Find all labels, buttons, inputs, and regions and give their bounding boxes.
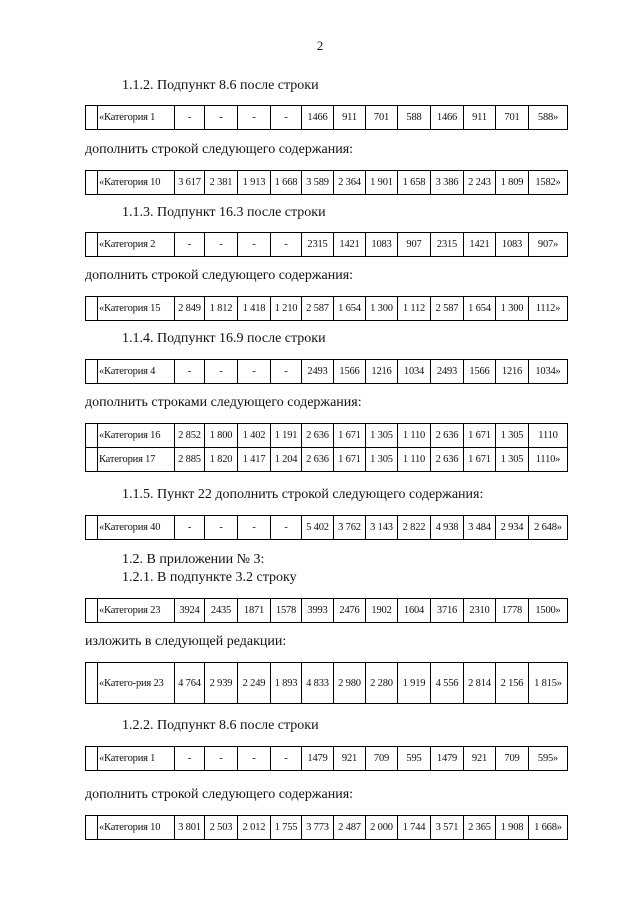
table-cell-value: 1 210 <box>271 297 302 321</box>
table-cell-empty <box>86 297 98 321</box>
table-cell-value: 1 744 <box>398 816 431 840</box>
table-cell-value: - <box>175 106 205 130</box>
table-cell-value: - <box>271 747 302 771</box>
section-heading: 1.2.2. Подпункт 8.6 после строки <box>122 718 319 733</box>
table-cell-value: 1 671 <box>464 448 496 472</box>
table-cell-value: 1421 <box>334 233 366 257</box>
table-cell-value: 2493 <box>431 360 464 384</box>
table-cell-value: 1 110 <box>398 448 431 472</box>
table-cell-value: 2 487 <box>334 816 366 840</box>
table-cell-value: 2 365 <box>464 816 496 840</box>
table-cell-value: 2 822 <box>398 516 431 540</box>
table-cell-value: 2 381 <box>205 171 238 195</box>
table-cell-empty <box>86 747 98 771</box>
table-cell-empty <box>86 599 98 623</box>
table-cell-value: 1871 <box>238 599 271 623</box>
table-cell-value: 4 833 <box>302 663 334 704</box>
table-cell-value: 2 636 <box>302 448 334 472</box>
table-cell-value: 1500» <box>529 599 568 623</box>
table-cell-value: 1216 <box>366 360 398 384</box>
table-cell-empty <box>86 233 98 257</box>
table-cell-value: 3716 <box>431 599 464 623</box>
table-cell-category: «Категория 4 <box>98 360 175 384</box>
table-cell-value: 5 402 <box>302 516 334 540</box>
data-table <box>85 662 568 704</box>
table-cell-value: - <box>205 233 238 257</box>
table-cell-value: 1 812 <box>205 297 238 321</box>
table-cell-value: 921 <box>334 747 366 771</box>
table-cell-value: 907 <box>398 233 431 257</box>
table-cell-value: 1 755 <box>271 816 302 840</box>
table-cell-value: 1 671 <box>334 448 366 472</box>
table-cell-value: 2 000 <box>366 816 398 840</box>
table-cell-value: 921 <box>464 747 496 771</box>
table-cell-category: «Категория 1 <box>98 106 175 130</box>
table-cell-empty <box>86 360 98 384</box>
table-cell-value: 1034 <box>398 360 431 384</box>
table-cell-value: 3993 <box>302 599 334 623</box>
table-cell-value: - <box>175 233 205 257</box>
table-cell-empty <box>86 663 98 704</box>
table-cell-value: 2 852 <box>175 424 205 448</box>
section-heading: 1.1.4. Подпункт 16.9 после строки <box>122 331 326 346</box>
table-cell-value: 1 402 <box>238 424 271 448</box>
paragraph-text: дополнить строкой следующего содержания: <box>85 268 354 283</box>
table-cell-value: 1 671 <box>464 424 496 448</box>
table-cell-value: - <box>175 747 205 771</box>
table-cell-value: 1 913 <box>238 171 271 195</box>
table-cell-value: 2 814 <box>464 663 496 704</box>
table-cell-value: - <box>238 106 271 130</box>
table-cell-value: 3 617 <box>175 171 205 195</box>
table-row <box>86 171 568 195</box>
table-cell-value: - <box>238 360 271 384</box>
table-cell-category: «Категория 15 <box>98 297 175 321</box>
table-cell-value: 2493 <box>302 360 334 384</box>
section-heading: 1.1.2. Подпункт 8.6 после строки <box>122 78 319 93</box>
table-cell-category: «Катего-рия 23 <box>98 663 175 704</box>
table-cell-value: 1 668» <box>529 816 568 840</box>
table-cell-value: 1 815» <box>529 663 568 704</box>
table-cell-value: 3 484 <box>464 516 496 540</box>
table-cell-empty <box>86 516 98 540</box>
table-cell-value: 1216 <box>496 360 529 384</box>
table-cell-value: 1 671 <box>334 424 366 448</box>
table-cell-value: 3 762 <box>334 516 366 540</box>
section-heading: 1.2. В приложении № 3: <box>122 552 265 567</box>
table-cell-value: 1 305 <box>496 424 529 448</box>
data-table <box>85 105 568 130</box>
table-cell-value: 2 364 <box>334 171 366 195</box>
table-cell-value: - <box>175 360 205 384</box>
table-cell-category: «Категория 23 <box>98 599 175 623</box>
table-cell-value: - <box>205 360 238 384</box>
table-cell-value: 3 773 <box>302 816 334 840</box>
table-cell-value: 1582» <box>529 171 568 195</box>
table-cell-value: 2 587 <box>302 297 334 321</box>
table-cell-value: 1 112 <box>398 297 431 321</box>
table-cell-value: 1083 <box>496 233 529 257</box>
table-cell-value: 2 636 <box>302 424 334 448</box>
table-cell-category: «Категория 1 <box>98 747 175 771</box>
table-cell-value: 911 <box>334 106 366 130</box>
table-cell-value: 2315 <box>302 233 334 257</box>
table-cell-value: 1578 <box>271 599 302 623</box>
table-cell-value: 701 <box>366 106 398 130</box>
table-row <box>86 599 568 623</box>
table-cell-value: 1 820 <box>205 448 238 472</box>
table-cell-value: 2 939 <box>205 663 238 704</box>
table-cell-value: 2 648» <box>529 516 568 540</box>
table-cell-value: 3 801 <box>175 816 205 840</box>
table-cell-value: 1 809 <box>496 171 529 195</box>
table-cell-value: 2476 <box>334 599 366 623</box>
table-cell-value: 1 110 <box>398 424 431 448</box>
table-cell-value: 1566 <box>464 360 496 384</box>
table-cell-value: 1110 <box>529 424 568 448</box>
paragraph-text: дополнить строкой следующего содержания: <box>85 142 354 157</box>
table-cell-value: - <box>271 516 302 540</box>
table-cell-value: 588 <box>398 106 431 130</box>
table-cell-value: 2 934 <box>496 516 529 540</box>
table-cell-value: 907» <box>529 233 568 257</box>
table-cell-value: 911 <box>464 106 496 130</box>
table-row <box>86 233 568 257</box>
table-cell-value: - <box>271 360 302 384</box>
table-cell-value: 709 <box>366 747 398 771</box>
table-cell-value: 3 143 <box>366 516 398 540</box>
table-cell-value: 1421 <box>464 233 496 257</box>
table-cell-category: «Категория 16 <box>98 424 175 448</box>
table-cell-empty <box>86 424 98 448</box>
table-cell-empty <box>86 171 98 195</box>
section-heading: 1.2.1. В подпункте 3.2 строку <box>122 570 297 585</box>
table-cell-value: - <box>238 233 271 257</box>
data-table <box>85 296 568 321</box>
table-cell-value: - <box>205 516 238 540</box>
table-cell-value: 701 <box>496 106 529 130</box>
data-table <box>85 515 568 540</box>
table-cell-value: 1110» <box>529 448 568 472</box>
table-cell-value: 2 012 <box>238 816 271 840</box>
table-cell-value: 1479 <box>302 747 334 771</box>
table-cell-value: - <box>238 747 271 771</box>
section-heading: 1.1.3. Подпункт 16.3 после строки <box>122 205 326 220</box>
table-cell-value: 2 249 <box>238 663 271 704</box>
table-cell-value: - <box>271 106 302 130</box>
table-cell-value: 1 654 <box>334 297 366 321</box>
paragraph-text: дополнить строками следующего содержания: <box>85 395 362 410</box>
table-cell-value: 2 885 <box>175 448 205 472</box>
table-row <box>86 747 568 771</box>
table-cell-value: 2 503 <box>205 816 238 840</box>
table-cell-value: 1 800 <box>205 424 238 448</box>
table-cell-value: 1 901 <box>366 171 398 195</box>
table-cell-value: 2 587 <box>431 297 464 321</box>
data-table <box>85 746 568 771</box>
table-cell-value: 709 <box>496 747 529 771</box>
table-cell-empty <box>86 816 98 840</box>
table-cell-value: 2 243 <box>464 171 496 195</box>
table-cell-category: «Категория 40 <box>98 516 175 540</box>
table-cell-value: 1 300 <box>366 297 398 321</box>
table-cell-category: «Категория 2 <box>98 233 175 257</box>
paragraph-text: изложить в следующей редакции: <box>85 634 287 649</box>
table-cell-value: 4 938 <box>431 516 464 540</box>
table-cell-value: 1902 <box>366 599 398 623</box>
data-table <box>85 815 568 840</box>
table-cell-value: 1 417 <box>238 448 271 472</box>
data-table <box>85 598 568 623</box>
table-cell-value: 3 386 <box>431 171 464 195</box>
table-cell-value: - <box>205 747 238 771</box>
table-cell-value: 1466 <box>302 106 334 130</box>
page-number: 2 <box>316 38 324 53</box>
table-row <box>86 516 568 540</box>
table-cell-category: «Категория 10 <box>98 171 175 195</box>
table-cell-value: 1 418 <box>238 297 271 321</box>
table-cell-value: 2 156 <box>496 663 529 704</box>
table-cell-value: 1 305 <box>366 424 398 448</box>
table-cell-value: 3 571 <box>431 816 464 840</box>
table-row <box>86 360 568 384</box>
table-row <box>86 816 568 840</box>
data-table <box>85 170 568 195</box>
table-cell-value: 2435 <box>205 599 238 623</box>
table-cell-value: 2 636 <box>431 448 464 472</box>
table-cell-value: 4 764 <box>175 663 205 704</box>
table-cell-value: 1479 <box>431 747 464 771</box>
table-cell-value: 3924 <box>175 599 205 623</box>
table-cell-value: - <box>271 233 302 257</box>
table-cell-value: 1 305 <box>496 448 529 472</box>
table-cell-value: 1 191 <box>271 424 302 448</box>
table-cell-value: 595» <box>529 747 568 771</box>
table-cell-value: 2310 <box>464 599 496 623</box>
table-cell-value: 595 <box>398 747 431 771</box>
table-cell-value: - <box>205 106 238 130</box>
table-cell-empty <box>86 448 98 472</box>
table-cell-value: 1 668 <box>271 171 302 195</box>
data-table <box>85 359 568 384</box>
table-cell-value: 4 556 <box>431 663 464 704</box>
table-cell-value: 1 654 <box>464 297 496 321</box>
table-cell-value: 1 893 <box>271 663 302 704</box>
table-cell-value: 2 280 <box>366 663 398 704</box>
table-row <box>86 448 568 472</box>
table-cell-value: - <box>238 516 271 540</box>
table-cell-value: 1112» <box>529 297 568 321</box>
table-cell-category: Категория 17 <box>98 448 175 472</box>
data-table <box>85 423 568 472</box>
section-heading: 1.1.5. Пункт 22 дополнить строкой следующего содержания: <box>122 487 484 502</box>
table-cell-category: «Категория 10 <box>98 816 175 840</box>
data-table <box>85 232 568 257</box>
table-cell-value: 2 980 <box>334 663 366 704</box>
table-cell-empty <box>86 106 98 130</box>
table-cell-value: 1466 <box>431 106 464 130</box>
table-cell-value: 1 658 <box>398 171 431 195</box>
table-cell-value: 2 636 <box>431 424 464 448</box>
table-cell-value: 1604 <box>398 599 431 623</box>
table-cell-value: 1 305 <box>366 448 398 472</box>
table-cell-value: 1 908 <box>496 816 529 840</box>
table-cell-value: 1083 <box>366 233 398 257</box>
table-cell-value: 1778 <box>496 599 529 623</box>
table-cell-value: 3 589 <box>302 171 334 195</box>
table-cell-value: 1566 <box>334 360 366 384</box>
table-row <box>86 424 568 448</box>
table-cell-value: 1 204 <box>271 448 302 472</box>
table-row <box>86 106 568 130</box>
table-cell-value: 1 919 <box>398 663 431 704</box>
table-cell-value: 1 300 <box>496 297 529 321</box>
table-cell-value: 1034» <box>529 360 568 384</box>
table-cell-value: 588» <box>529 106 568 130</box>
table-cell-value: 2 849 <box>175 297 205 321</box>
table-row <box>86 297 568 321</box>
table-row <box>86 663 568 704</box>
paragraph-text: дополнить строкой следующего содержания: <box>85 787 354 802</box>
table-cell-value: 2315 <box>431 233 464 257</box>
table-cell-value: - <box>175 516 205 540</box>
